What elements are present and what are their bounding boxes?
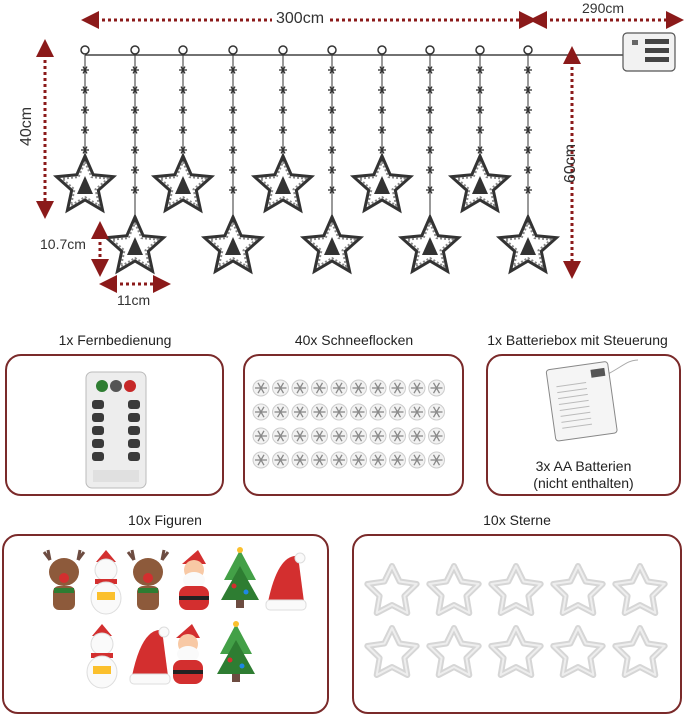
light-strand xyxy=(205,46,262,271)
snowflake-item xyxy=(351,452,367,468)
figure-snowman xyxy=(91,550,121,614)
star-height-label: 10.7cm xyxy=(40,236,86,252)
snowflake-item xyxy=(429,452,445,468)
snowflake-item xyxy=(390,452,406,468)
light-strand xyxy=(500,46,557,271)
light-strand xyxy=(304,46,361,271)
figure-tree xyxy=(221,547,259,608)
snowflake-item xyxy=(409,452,425,468)
snowflake-item xyxy=(370,380,386,396)
remote-panel xyxy=(5,354,224,496)
figures-grid xyxy=(4,536,327,712)
light-strand xyxy=(354,46,411,210)
stars-panel xyxy=(352,534,682,714)
snowflake-item xyxy=(331,380,347,396)
snowflake-item xyxy=(351,380,367,396)
figure-tree xyxy=(217,621,255,682)
remote-control-icon xyxy=(7,356,222,494)
star-item xyxy=(553,566,602,613)
snowflake-item xyxy=(390,380,406,396)
remote-caption: 1x Fernbedienung xyxy=(58,332,172,348)
snowflake-item xyxy=(312,428,328,444)
snowflake-item xyxy=(312,452,328,468)
snowflake-item xyxy=(253,428,269,444)
figure-reindeer xyxy=(128,550,168,610)
snowflake-item xyxy=(409,380,425,396)
star-item xyxy=(553,628,602,675)
battery-note-line-2: (nicht enthalten) xyxy=(533,475,634,491)
snowflake-item xyxy=(409,404,425,420)
figure-hat xyxy=(266,553,306,610)
snowflake-item xyxy=(429,380,445,396)
battery-box-panel xyxy=(486,354,681,496)
star-item xyxy=(491,566,540,613)
snowflake-item xyxy=(409,428,425,444)
snowflake-item xyxy=(253,380,269,396)
light-strand xyxy=(402,46,459,271)
snowflake-item xyxy=(273,428,289,444)
star-item xyxy=(615,566,664,613)
long-strand-label: 60cm xyxy=(562,143,579,183)
figure-santa xyxy=(173,624,203,684)
snowflake-item xyxy=(370,428,386,444)
snowflake-item xyxy=(390,428,406,444)
star-width-label: 11cm xyxy=(117,292,151,308)
light-strand xyxy=(107,46,164,271)
battery-note-line-1: 3x AA Batterien xyxy=(535,458,632,474)
snowflake-item xyxy=(429,404,445,420)
snowflake-item xyxy=(370,404,386,420)
snowflake-item xyxy=(292,428,308,444)
battery-box-photo-icon xyxy=(488,356,679,446)
star-item xyxy=(491,628,540,675)
figure-reindeer xyxy=(44,550,84,610)
light-strand xyxy=(155,46,212,210)
snowflake-item xyxy=(331,404,347,420)
snowflake-item xyxy=(292,404,308,420)
star-item xyxy=(367,628,416,675)
snowflake-item xyxy=(429,428,445,444)
figures-caption: 10x Figuren xyxy=(128,512,202,528)
snowflake-item xyxy=(312,404,328,420)
light-strand xyxy=(452,46,509,210)
snowflakes-grid xyxy=(245,356,462,494)
snowflake-item xyxy=(253,452,269,468)
star-item xyxy=(615,628,664,675)
light-strand xyxy=(255,46,312,210)
short-strand-label: 40cm xyxy=(18,106,35,146)
width-total-label: 300cm xyxy=(272,10,328,28)
snowflake-item xyxy=(292,380,308,396)
snowflake-item xyxy=(351,404,367,420)
snowflake-item xyxy=(253,404,269,420)
stars-caption: 10x Sterne xyxy=(483,512,551,528)
star-item xyxy=(429,628,478,675)
snowflake-item xyxy=(331,428,347,444)
stars-grid xyxy=(354,536,680,712)
figure-snowman xyxy=(87,624,117,688)
snowflake-item xyxy=(273,404,289,420)
snowflakes-panel xyxy=(243,354,464,496)
cable-length-label: 290cm xyxy=(582,0,625,16)
product-diagram xyxy=(0,0,685,310)
star-item xyxy=(429,566,478,613)
light-strand xyxy=(57,46,114,210)
snowflake-item xyxy=(273,380,289,396)
figure-santa xyxy=(179,550,209,610)
snowflake-item xyxy=(273,452,289,468)
snowflake-item xyxy=(292,452,308,468)
snowflake-item xyxy=(312,380,328,396)
star-item xyxy=(367,566,416,613)
figures-panel xyxy=(2,534,329,714)
snowflakes-caption: 40x Schneeflocken xyxy=(294,332,414,348)
snowflake-item xyxy=(351,428,367,444)
battery-box-icon xyxy=(623,33,675,71)
snowflake-item xyxy=(390,404,406,420)
snowflake-item xyxy=(331,452,347,468)
snowflake-item xyxy=(370,452,386,468)
battery-box-caption: 1x Batteriebox mit Steuerung xyxy=(487,332,668,348)
figure-hat xyxy=(130,627,170,684)
